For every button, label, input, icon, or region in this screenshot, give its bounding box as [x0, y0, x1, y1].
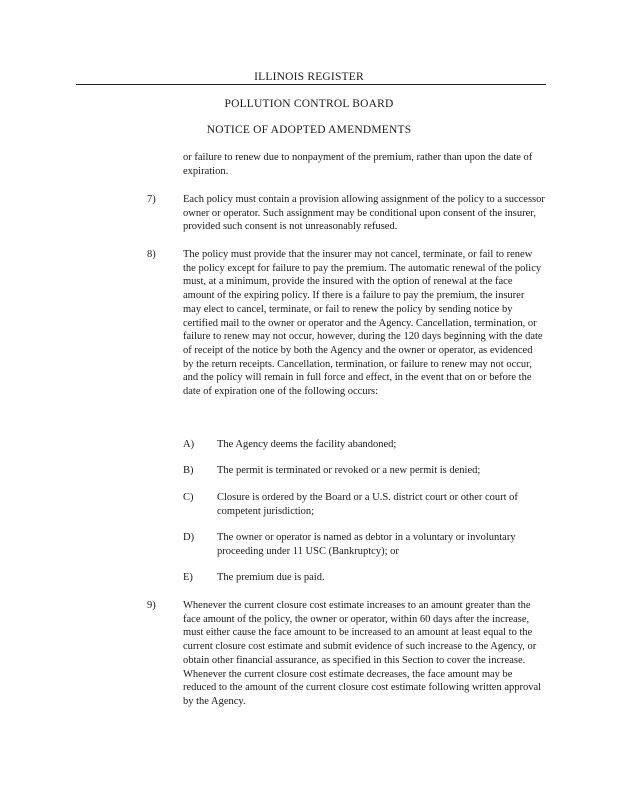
item-number-9: 9) — [147, 600, 156, 611]
register-title: ILLINOIS REGISTER — [254, 71, 364, 83]
board-title: POLLUTION CONTROL BOARD — [224, 98, 394, 110]
subitem-letter-a: A) — [183, 439, 195, 450]
subitem-text-b: The permit is terminated or revoked or a new permit is denied; — [217, 465, 481, 476]
item-number-8: 8) — [147, 249, 156, 260]
subitem-text-d: The owner or operator is named as debtor in a voluntary or involuntary proceeding under 11 USC (Bankruptcy); or — [217, 532, 516, 557]
continuation-paragraph: or failure to renew due to nonpayment of the premium, rather than upon the date of expiration. — [183, 152, 533, 177]
subitem-letter-e: E) — [183, 572, 193, 583]
subitem-text-a: The Agency deems the facility abandoned; — [217, 439, 397, 450]
item-text-7: Each policy must contain a provision allowing assignment of the policy to a successor owner or operator. Such assignment may be conditional upon consent of the insurer, provided such consent is not unreasonably refused. — [183, 194, 545, 233]
item-number-7: 7) — [147, 194, 156, 205]
notice-title: NOTICE OF ADOPTED AMENDMENTS — [206, 124, 412, 136]
item-text-9: Whenever the current closure cost estimate increases to an amount greater than the face amount of the policy, the owner or operator, within 60 days after the increase, must either cause the face amount to be increased to an amount at least equal to the current closure cost estimate and submit evidence of such increase to the Agency, or obtain other financial assurance, as specified in this Section to cover the increase. Whenever the current closure cost estimate decreases, the face amount may be reduced to the amount of the current closure cost estimate following written approval by the Agency. — [183, 600, 542, 707]
subitem-letter-d: D) — [183, 532, 195, 543]
header-rule — [76, 84, 546, 85]
item-text-8: The policy must provide that the insurer may not cancel, terminate, or fail to renew the policy except for failure to pay the premium. The automatic renewal of the policy must, at a minimum, provide the insured with the option of renewal at the face amount of the expiring policy. If there is a failure to pay the premium, the insurer may elect to cancel, terminate, or fail to renew the policy by sending notice by certified mail to the owner or operator and the Agency. Cancellation, termination, or failure to renew may not occur, however, during the 120 days beginning with the date of receipt of the notice by both the Agency and the owner or operator, as evidenced by the return receipts. Cancellation, termination, or failure to renew may not occur, and the policy will remain in full force and effect, in the event that on or before the date of expiration one of the following occurs: — [183, 249, 543, 398]
subitem-letter-b: B) — [183, 465, 194, 476]
subitem-letter-c: C) — [183, 492, 194, 503]
subitem-text-c: Closure is ordered by the Board or a U.S. district court or other court of competent jurisdiction; — [217, 492, 518, 517]
subitem-text-e: The premium due is paid. — [217, 572, 325, 583]
